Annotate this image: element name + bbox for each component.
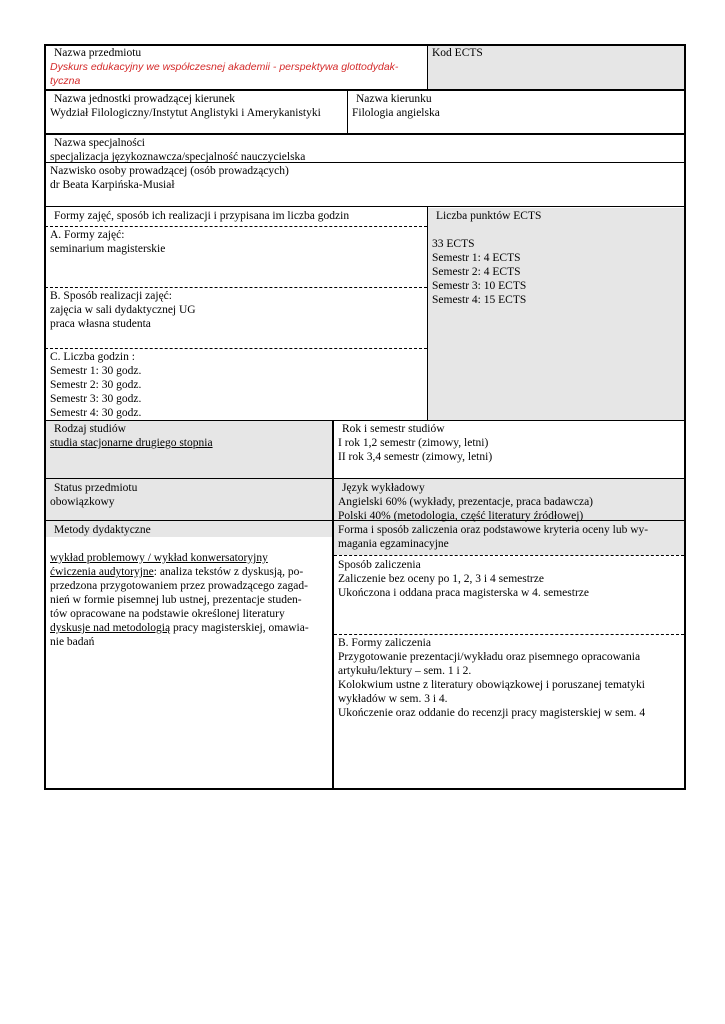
language-cell: [334, 480, 684, 523]
ects-semester-3: Semestr 3: 10 ECTS: [432, 280, 527, 292]
forms-c-cell: [46, 349, 426, 420]
year-semester-label: Rok i semestr studiów: [342, 423, 445, 435]
methods-line1: wykład problemowy / wykład konwersatoryjny: [50, 552, 268, 564]
forms-b-cell: [46, 288, 426, 331]
unit-label: Nazwa jednostki prowadzącej kierunek: [54, 93, 236, 105]
assessment-header-cell: [334, 522, 684, 551]
methods-cell: [46, 522, 331, 649]
year-semester-line1: I rok 1,2 semestr (zimowy, letni): [338, 437, 489, 449]
assessment-method-label: Sposób zaliczenia: [338, 559, 421, 571]
hours-semester-4: Semestr 4: 30 godz.: [50, 407, 142, 419]
forms-b-value2: praca własna studenta: [50, 318, 151, 330]
hours-semester-3: Semestr 3: 30 godz.: [50, 393, 142, 405]
specialty-value: specjalizacja językoznawcza/specjalność nauczycielska: [50, 151, 306, 163]
assessment-forms-line1: Przygotowanie prezentacji/wykładu oraz pisemnego opracowania: [338, 651, 641, 663]
dash-assessment-header: [334, 555, 684, 556]
methods-line7: nie badań: [50, 636, 95, 648]
ects-code-label: Kod ECTS: [432, 47, 483, 59]
forms-header-cell: [46, 208, 426, 223]
course-title-line2: tyczna: [50, 75, 81, 87]
hours-semester-1: Semestr 1: 30 godz.: [50, 365, 142, 377]
assessment-method-line1: Zaliczenie bez oceny po 1, 2, 3 i 4 semestrze: [338, 573, 544, 585]
teacher-label: Nazwisko osoby prowadzącej (osób prowadzących): [50, 165, 289, 177]
specialty-label: Nazwa specjalności: [54, 137, 146, 149]
methods-label: Metody dydaktyczne: [54, 524, 151, 536]
study-type-label: Rodzaj studiów: [54, 423, 126, 435]
course-title-line1: Dyskurs edukacyjny we współczesnej akademii - perspektywa glottodydak-: [50, 61, 399, 73]
assessment-method-cell: [334, 557, 684, 600]
teacher-cell: [46, 163, 682, 192]
methods-line6-underlined: dyskusje nad metodologią: [50, 622, 171, 634]
ects-points-label: Liczba punktów ECTS: [436, 210, 542, 222]
methods-line4: nień w formie pisemnej lub ustnej, prezentacje studen-: [50, 594, 302, 606]
year-semester-line2: II rok 3,4 semestr (zimowy, letni): [338, 451, 493, 463]
unit-value: Wydział Filologiczny/Instytut Anglistyki i Amerykanistyki: [50, 107, 321, 119]
forms-b-value1: zajęcia w sali dydaktycznej UG: [50, 304, 196, 316]
rule-4: [44, 206, 686, 207]
field-label: Nazwa kierunku: [356, 93, 432, 105]
unit-cell: [46, 91, 346, 120]
assessment-forms-label: B. Formy zaliczenia: [338, 637, 431, 649]
methods-line2-underlined: ćwiczenia audytoryjne: [50, 566, 154, 578]
ects-semester-2: Semestr 2: 4 ECTS: [432, 266, 521, 278]
rule-6: [44, 478, 686, 479]
study-type-cell: [46, 421, 331, 450]
forms-c-label: C. Liczba godzin :: [50, 351, 135, 363]
hours-semester-2: Semestr 2: 30 godz.: [50, 379, 142, 391]
field-cell: [348, 91, 683, 120]
frame-right: [684, 44, 686, 790]
assessment-header-line2: magania egzaminacyjne: [338, 538, 449, 550]
assessment-forms-line5: Ukończenie oraz oddanie do recenzji pracy magisterskiej w sem. 4: [338, 707, 646, 719]
methods-line6: [50, 621, 327, 635]
teacher-value: dr Beata Karpińska-Musiał: [50, 179, 175, 191]
forms-header: Formy zajęć, sposób ich realizacji i przypisana im liczba godzin: [54, 210, 350, 222]
specialty-cell: [46, 135, 682, 164]
status-cell: [46, 480, 331, 509]
assessment-method-line2: Ukończona i oddana praca magisterska w 4. semestrze: [338, 587, 589, 599]
methods-line5: tów opracowane na podstawie określonej literatury: [50, 608, 285, 620]
divider-lower: [332, 420, 334, 790]
language-label: Język wykładowy: [342, 482, 425, 494]
methods-line3: przedzona przygotowaniem przez prowadzącego zagad-: [50, 580, 308, 592]
study-type-value: studia stacjonarne drugiego stopnia: [50, 437, 213, 449]
assessment-header-line1: Forma i sposób zaliczenia oraz podstawowe kryteria oceny lub wy-: [338, 524, 649, 536]
ects-semester-1: Semestr 1: 4 ECTS: [432, 252, 521, 264]
frame-bottom: [44, 788, 686, 790]
assessment-forms-line3: Kolokwium ustne z literatury obowiązkowej i poruszanej tematyki: [338, 679, 645, 691]
language-line2: Polski 40% (metodologia, część literatury źródłowej): [338, 510, 584, 522]
course-name-label: Nazwa przedmiotu: [54, 47, 142, 59]
status-value: obowiązkowy: [50, 496, 115, 508]
methods-line6-rest: pracy magisterskiej, omawia-: [170, 622, 309, 634]
course-name-cell: [46, 45, 426, 88]
field-value: Filologia angielska: [352, 107, 440, 119]
year-semester-cell: [334, 421, 684, 464]
status-label: Status przedmiotu: [54, 482, 138, 494]
assessment-forms-cell: [334, 635, 684, 720]
ects-points-text: [428, 208, 683, 307]
ects-points-total: 33 ECTS: [432, 238, 475, 250]
methods-line2-rest: : analiza tekstów z dyskusją, po-: [153, 566, 304, 578]
methods-line2: [50, 565, 327, 579]
ects-points-spacer: [432, 223, 679, 237]
assessment-forms-line2: artykułu/lektury – sem. 1 i 2.: [338, 665, 472, 677]
methods-spacer: [50, 537, 327, 551]
forms-a-cell: [46, 227, 426, 256]
ects-code-text: [428, 45, 683, 60]
forms-b-label: B. Sposób realizacji zajęć:: [50, 290, 172, 302]
ects-semester-4: Semestr 4: 15 ECTS: [432, 294, 527, 306]
forms-a-label: A. Formy zajęć:: [50, 229, 125, 241]
assessment-forms-line4: wykładów w sem. 3 i 4.: [338, 693, 448, 705]
language-line1: Angielski 60% (wykłady, prezentacje, praca badawcza): [338, 496, 594, 508]
forms-a-value: seminarium magisterskie: [50, 243, 166, 255]
